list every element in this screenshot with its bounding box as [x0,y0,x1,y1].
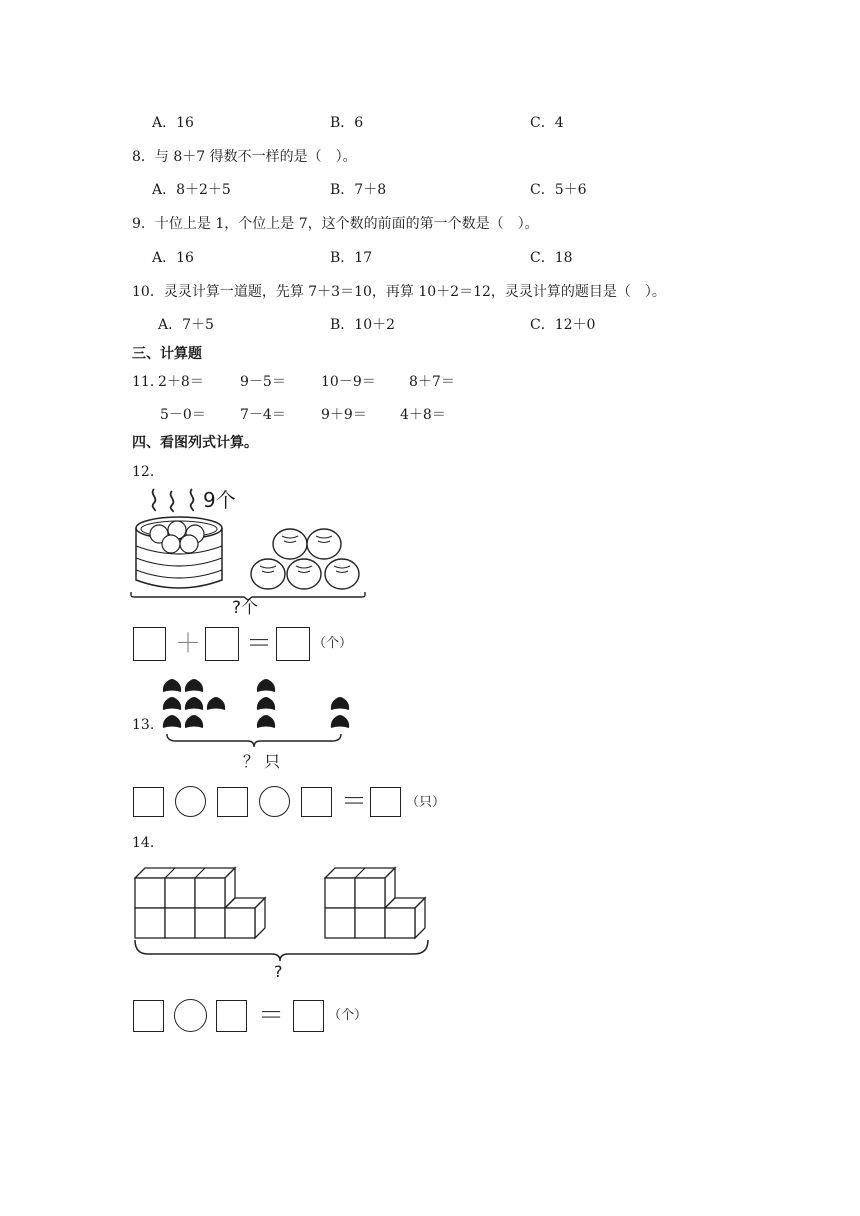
q14-answer-box-1[interactable] [133,1000,164,1032]
q11-expr-7: 9＋9＝ [321,407,367,423]
q13-operator-circle-1[interactable] [175,786,206,817]
q12-steam-label: 9个 [203,488,236,512]
q11-expr-4: 8＋7＝ [409,374,455,390]
q11-expr-3: 10－9＝ [321,374,376,390]
q14-cubes-right-icon [325,868,429,940]
q14-number: 14. [132,835,155,851]
q7-option-a: A．16 [152,115,194,131]
q8-option-b: B．7＋8 [330,182,387,198]
q14-equals-sign: ＝ [258,1001,285,1031]
q12-answer-box-1[interactable] [133,627,166,661]
q10-option-b: B．10＋2 [330,317,396,333]
q13-equals-sign: ＝ [341,787,368,817]
q12-steam-icon [148,487,204,513]
q12-total-label: ?个 [232,598,259,618]
q13-answer-box-4[interactable] [370,787,401,817]
q10-stem: 10．灵灵计算一道题，先算 7＋3＝10，再算 10＋2＝12，灵灵计算的题目是（ ）。 [132,284,666,300]
q13-operator-circle-2[interactable] [259,786,290,817]
q11-expr-5: 5－0＝ [160,407,206,423]
section3-title: 三、计算题 [132,346,202,362]
q8-stem: 8．与 8＋7 得数不一样的是（ ）。 [132,149,357,165]
q14-total-bracket [134,940,430,962]
q12-equals-sign: ＝ [246,629,273,659]
q12-buns-icon [248,526,364,592]
q13-answer-box-1[interactable] [133,787,164,817]
q13-bird-cluster-icon [160,676,360,732]
q14-answer-box-3[interactable] [293,1000,324,1032]
q11-number: 11． [132,374,164,390]
q7-option-c: C．4 [530,115,564,131]
q10-option-c: C．12＋0 [530,317,596,333]
q13-answer-box-3[interactable] [301,787,332,817]
q13-unit: （只） [406,795,446,810]
q13-total-bracket [166,734,342,748]
q13-number: 13. [132,717,155,733]
q12-answer-box-2[interactable] [205,627,239,661]
q14-answer-box-2[interactable] [216,1000,247,1032]
q14-cubes-left-icon [135,868,267,940]
q11-expr-1: 2＋8＝ [158,374,204,390]
section4-title: 四、看图列式计算。 [132,435,258,451]
q12-unit: （个） [313,636,353,651]
q9-option-a: A．16 [152,250,194,266]
q11-expr-2: 9－5＝ [240,374,286,390]
q9-option-b: B．17 [330,250,373,266]
q11-expr-6: 7－4＝ [240,407,286,423]
q8-option-c: C．5＋6 [530,182,587,198]
q9-option-c: C．18 [530,250,573,266]
q10-option-a: A．7＋5 [158,317,214,333]
q12-answer-box-3[interactable] [276,627,310,661]
q13-answer-box-2[interactable] [217,787,248,817]
q12-number: 12. [132,464,155,480]
q12-steamer-basket-icon [131,514,227,594]
q14-operator-circle[interactable] [174,999,207,1032]
q14-unit: （个） [328,1008,368,1023]
q13-total-label: ？ 只 [243,752,281,771]
q7-option-b: B．6 [330,115,364,131]
q8-option-a: A．8＋2＋5 [152,182,231,198]
q11-expr-8: 4＋8＝ [400,407,446,423]
q9-stem: 9．十位上是 1，个位上是 7，这个数的前面的第一个数是（ ）。 [132,216,539,232]
q12-plus-sign: ＋ [175,629,202,659]
q14-total-label: ? [274,962,283,981]
